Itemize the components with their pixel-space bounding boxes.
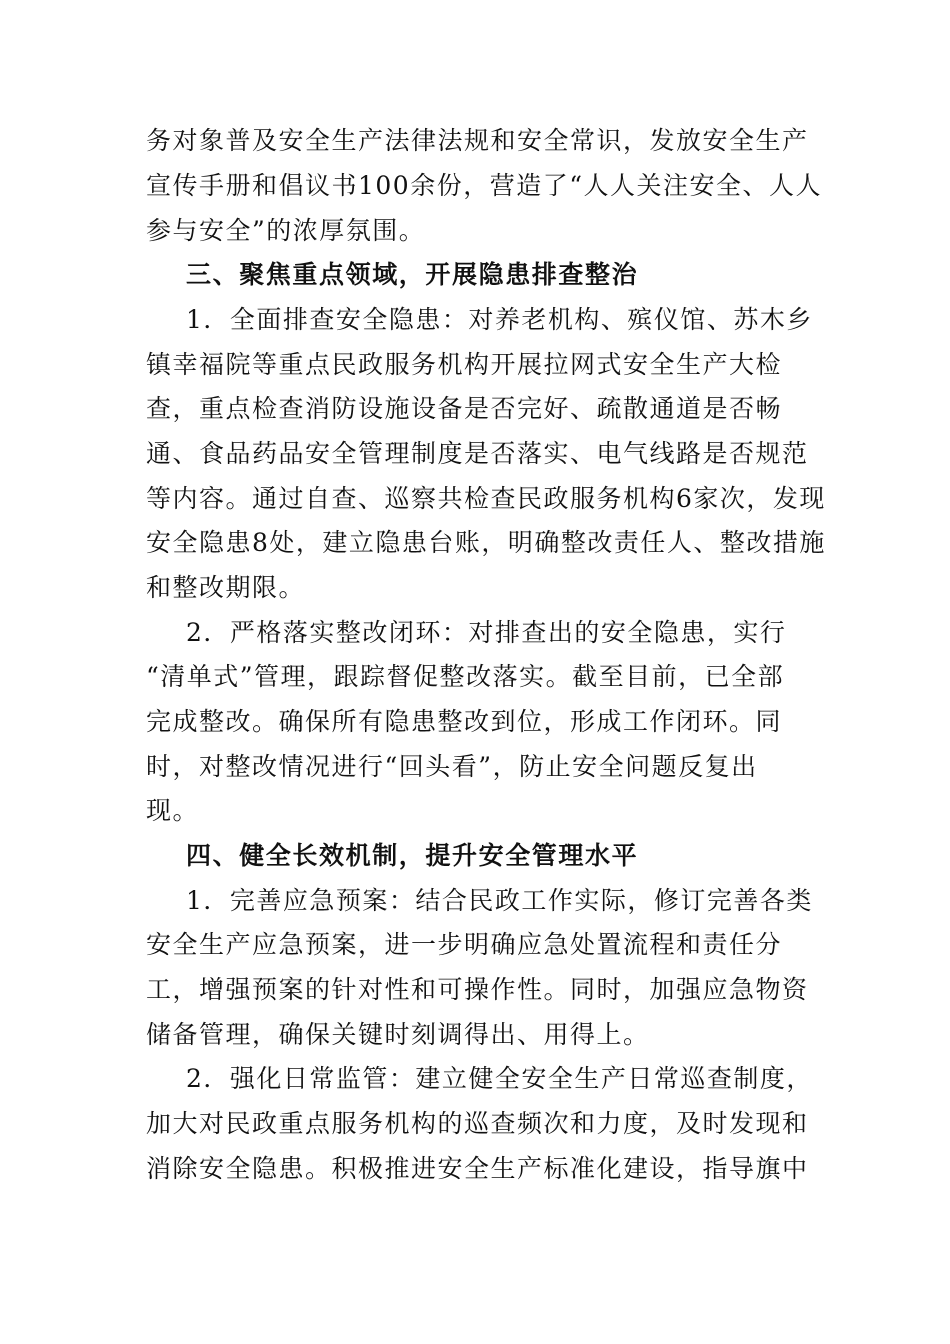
paragraph-line: 储备管理，确保关键时刻调得出、用得上。	[146, 1020, 650, 1049]
paragraph-line: 工，增强预案的针对性和可操作性。同时，加强应急物资	[146, 975, 809, 1004]
paragraph-line: 安全隐患8处，建立隐患台账，明确整改责任人、整改措施	[146, 528, 826, 557]
section-heading: 四、健全长效机制，提升安全管理水平	[186, 841, 639, 870]
paragraph-line: 时，对整改情况进行“回头看”，防止安全问题反复出	[146, 752, 758, 781]
paragraph-line: 查，重点检查消防设施设备是否完好、疏散通道是否畅	[146, 394, 783, 423]
paragraph-line: 1．完善应急预案：结合民政工作实际，修订完善各类	[186, 886, 813, 915]
paragraph-line: 1．全面排查安全隐患：对养老机构、殡仪馆、苏木乡	[186, 305, 813, 334]
paragraph-line: “清单式”管理，跟踪督促整改落实。截至目前，已全部	[146, 662, 785, 691]
paragraph-line: 加大对民政重点服务机构的巡查频次和力度，及时发现和	[146, 1109, 809, 1138]
paragraph-line: 参与安全”的浓厚氛围。	[146, 216, 426, 245]
section-heading: 三、聚焦重点领域，开展隐患排查整治	[186, 260, 639, 289]
paragraph-line: 完成整改。确保所有隐患整改到位，形成工作闭环。同	[146, 707, 783, 736]
paragraph-line: 消除安全隐患。积极推进安全生产标准化建设，指导旗中	[146, 1154, 809, 1183]
paragraph-line: 安全生产应急预案，进一步明确应急处置流程和责任分	[146, 930, 783, 959]
paragraph-line: 等内容。通过自查、巡察共检查民政服务机构6家次，发现	[146, 484, 826, 513]
paragraph-line: 现。	[146, 796, 200, 825]
paragraph-line: 镇幸福院等重点民政服务机构开展拉网式安全生产大检	[146, 350, 783, 379]
paragraph-line: 务对象普及安全生产法律法规和安全常识，发放安全生产	[146, 126, 809, 155]
paragraph-line: 2．强化日常监管：建立健全安全生产日常巡查制度，	[186, 1064, 813, 1093]
paragraph-line: 2．严格落实整改闭环：对排查出的安全隐患，实行	[186, 618, 787, 647]
paragraph-line: 通、食品药品安全管理制度是否落实、电气线路是否规范	[146, 439, 809, 468]
paragraph-line: 宣传手册和倡议书100余份，营造了“人人关注安全、人人	[146, 171, 823, 200]
paragraph-line: 和整改期限。	[146, 573, 306, 602]
